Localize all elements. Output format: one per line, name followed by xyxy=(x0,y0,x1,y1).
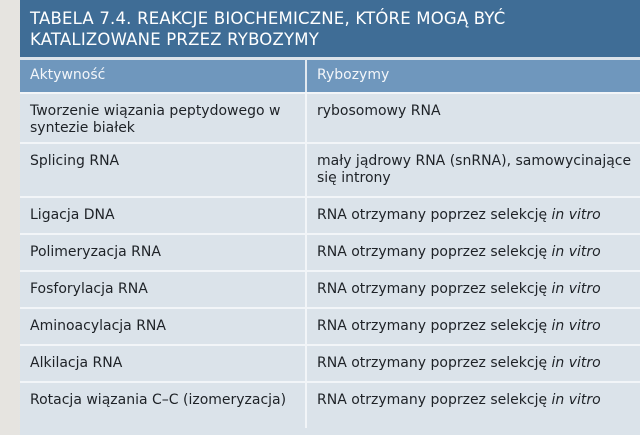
table-row xyxy=(20,233,640,270)
table-title-bar xyxy=(20,0,640,57)
column-divider xyxy=(305,144,307,196)
ribozyme-italic: in vitro xyxy=(551,392,601,408)
ribozyme-text: RNA otrzymany poprzez selekcję xyxy=(317,244,552,260)
column-divider xyxy=(305,309,307,344)
table-row xyxy=(20,307,640,344)
column-divider xyxy=(305,94,307,142)
table-row xyxy=(20,344,640,381)
column-divider xyxy=(305,272,307,307)
column-divider xyxy=(305,346,307,381)
ribozyme-cell xyxy=(317,207,632,224)
activity-cell: Aminoacylacja RNA xyxy=(30,318,166,334)
activity-cell: Ligacja DNA xyxy=(30,207,115,223)
table-row xyxy=(20,381,640,428)
ribozyme-text: RNA otrzymany poprzez selekcję xyxy=(317,318,552,334)
activity-cell: Tworzenie wiązania peptydowego w syntezie białek xyxy=(30,103,281,136)
ribozyme-cell xyxy=(317,281,632,298)
activity-cell: Rotacja wiązania C–C (izomeryzacja) xyxy=(30,392,287,408)
ribozyme-cell xyxy=(317,318,632,335)
ribozyme-text: rybosomowy RNA xyxy=(317,103,441,119)
ribozyme-text: RNA otrzymany poprzez selekcję xyxy=(317,281,552,297)
ribozyme-text: RNA otrzymany poprzez selekcję xyxy=(317,355,552,371)
table-row xyxy=(20,142,640,196)
activity-cell: Alkilacja RNA xyxy=(30,355,123,371)
ribozyme-cell xyxy=(317,244,632,261)
table-row xyxy=(20,92,640,142)
ribozyme-text: RNA otrzymany poprzez selekcję xyxy=(317,207,552,223)
column-divider xyxy=(305,383,307,428)
ribozyme-text: RNA otrzymany poprzez selekcję xyxy=(317,392,552,408)
table-title: TABELA 7.4. REAKCJE BIOCHEMICZNE, KTÓRE MOGĄ BYĆ KATALIZOWANE PRZEZ RYBOZYMY xyxy=(30,9,506,49)
ribozyme-cell xyxy=(317,103,632,120)
ribozyme-italic: in vitro xyxy=(551,281,601,297)
header-ribozymes: Rybozymy xyxy=(317,67,390,83)
header-divider xyxy=(305,60,307,92)
ribozyme-cell xyxy=(317,153,632,187)
column-divider xyxy=(305,198,307,233)
table-header-row xyxy=(20,60,640,92)
table-row xyxy=(20,270,640,307)
ribozyme-italic: in vitro xyxy=(551,207,601,223)
table-row xyxy=(20,196,640,233)
ribozyme-text: mały jądrowy RNA (snRNA), samowycinające się introny xyxy=(317,153,632,186)
ribozyme-italic: in vitro xyxy=(551,318,601,334)
activity-cell: Fosforylacja RNA xyxy=(30,281,148,297)
ribozyme-italic: in vitro xyxy=(551,244,601,260)
table-body xyxy=(20,92,640,428)
activity-cell: Splicing RNA xyxy=(30,153,120,169)
ribozyme-cell xyxy=(317,392,632,409)
header-activity: Aktywność xyxy=(30,67,106,83)
ribozyme-cell xyxy=(317,355,632,372)
activity-cell: Polimeryzacja RNA xyxy=(30,244,161,260)
column-divider xyxy=(305,235,307,270)
ribozyme-italic: in vitro xyxy=(551,355,601,371)
